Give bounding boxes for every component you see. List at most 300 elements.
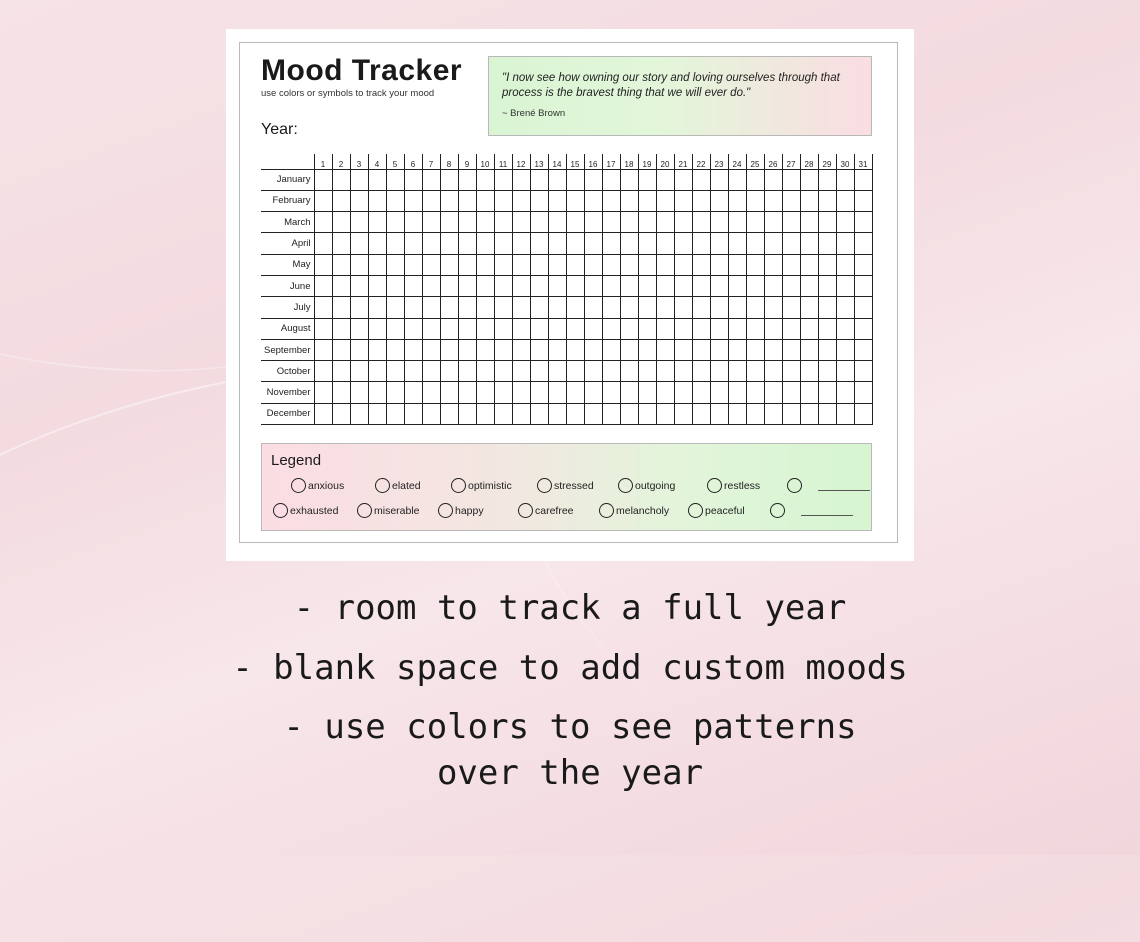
day-cell[interactable] bbox=[764, 190, 782, 211]
day-cell[interactable] bbox=[800, 403, 818, 424]
day-cell[interactable] bbox=[638, 339, 656, 360]
day-cell[interactable] bbox=[854, 169, 872, 190]
day-cell[interactable] bbox=[548, 212, 566, 233]
day-cell[interactable] bbox=[368, 169, 386, 190]
day-cell[interactable] bbox=[854, 233, 872, 254]
day-cell[interactable] bbox=[332, 361, 350, 382]
day-cell[interactable] bbox=[566, 212, 584, 233]
day-cell[interactable] bbox=[710, 318, 728, 339]
day-cell[interactable] bbox=[368, 275, 386, 296]
day-cell[interactable] bbox=[620, 212, 638, 233]
day-cell[interactable] bbox=[386, 190, 404, 211]
day-cell[interactable] bbox=[710, 382, 728, 403]
day-cell[interactable] bbox=[476, 339, 494, 360]
day-cell[interactable] bbox=[710, 190, 728, 211]
day-cell[interactable] bbox=[710, 297, 728, 318]
legend-color-circle[interactable] bbox=[787, 478, 802, 493]
day-cell[interactable] bbox=[746, 212, 764, 233]
day-cell[interactable] bbox=[818, 233, 836, 254]
day-cell[interactable] bbox=[620, 339, 638, 360]
day-cell[interactable] bbox=[782, 297, 800, 318]
day-cell[interactable] bbox=[602, 382, 620, 403]
day-cell[interactable] bbox=[710, 212, 728, 233]
day-cell[interactable] bbox=[602, 254, 620, 275]
legend-color-circle[interactable] bbox=[770, 503, 785, 518]
day-cell[interactable] bbox=[656, 275, 674, 296]
day-cell[interactable] bbox=[674, 382, 692, 403]
day-cell[interactable] bbox=[620, 318, 638, 339]
day-cell[interactable] bbox=[710, 169, 728, 190]
day-cell[interactable] bbox=[800, 275, 818, 296]
day-cell[interactable] bbox=[674, 297, 692, 318]
legend-color-circle[interactable] bbox=[451, 478, 466, 493]
day-cell[interactable] bbox=[368, 297, 386, 318]
day-cell[interactable] bbox=[638, 169, 656, 190]
day-cell[interactable] bbox=[728, 318, 746, 339]
day-cell[interactable] bbox=[692, 318, 710, 339]
day-cell[interactable] bbox=[746, 339, 764, 360]
day-cell[interactable] bbox=[566, 382, 584, 403]
day-cell[interactable] bbox=[800, 169, 818, 190]
day-cell[interactable] bbox=[458, 190, 476, 211]
day-cell[interactable] bbox=[494, 233, 512, 254]
day-cell[interactable] bbox=[458, 403, 476, 424]
legend-custom-slot[interactable] bbox=[787, 478, 870, 493]
day-cell[interactable] bbox=[602, 190, 620, 211]
day-cell[interactable] bbox=[440, 275, 458, 296]
day-cell[interactable] bbox=[422, 297, 440, 318]
day-cell[interactable] bbox=[782, 169, 800, 190]
day-cell[interactable] bbox=[674, 361, 692, 382]
day-cell[interactable] bbox=[656, 339, 674, 360]
day-cell[interactable] bbox=[512, 233, 530, 254]
legend-blank-line[interactable] bbox=[818, 489, 870, 491]
day-cell[interactable] bbox=[764, 212, 782, 233]
day-cell[interactable] bbox=[674, 212, 692, 233]
day-cell[interactable] bbox=[458, 275, 476, 296]
day-cell[interactable] bbox=[584, 212, 602, 233]
day-cell[interactable] bbox=[422, 361, 440, 382]
day-cell[interactable] bbox=[404, 233, 422, 254]
day-cell[interactable] bbox=[350, 190, 368, 211]
day-cell[interactable] bbox=[836, 297, 854, 318]
day-cell[interactable] bbox=[566, 190, 584, 211]
day-cell[interactable] bbox=[530, 339, 548, 360]
day-cell[interactable] bbox=[764, 275, 782, 296]
day-cell[interactable] bbox=[836, 361, 854, 382]
day-cell[interactable] bbox=[746, 169, 764, 190]
day-cell[interactable] bbox=[602, 169, 620, 190]
legend-custom-slot[interactable] bbox=[770, 503, 853, 518]
day-cell[interactable] bbox=[854, 254, 872, 275]
day-cell[interactable] bbox=[476, 275, 494, 296]
day-cell[interactable] bbox=[404, 318, 422, 339]
day-cell[interactable] bbox=[440, 339, 458, 360]
day-cell[interactable] bbox=[728, 254, 746, 275]
day-cell[interactable] bbox=[692, 361, 710, 382]
day-cell[interactable] bbox=[836, 233, 854, 254]
day-cell[interactable] bbox=[836, 403, 854, 424]
day-cell[interactable] bbox=[494, 339, 512, 360]
day-cell[interactable] bbox=[314, 339, 332, 360]
day-cell[interactable] bbox=[422, 339, 440, 360]
day-cell[interactable] bbox=[530, 275, 548, 296]
day-cell[interactable] bbox=[548, 254, 566, 275]
day-cell[interactable] bbox=[404, 339, 422, 360]
day-cell[interactable] bbox=[692, 382, 710, 403]
day-cell[interactable] bbox=[764, 318, 782, 339]
day-cell[interactable] bbox=[818, 275, 836, 296]
day-cell[interactable] bbox=[656, 318, 674, 339]
day-cell[interactable] bbox=[530, 233, 548, 254]
day-cell[interactable] bbox=[638, 297, 656, 318]
day-cell[interactable] bbox=[350, 254, 368, 275]
day-cell[interactable] bbox=[854, 339, 872, 360]
day-cell[interactable] bbox=[476, 254, 494, 275]
day-cell[interactable] bbox=[368, 361, 386, 382]
day-cell[interactable] bbox=[818, 318, 836, 339]
day-cell[interactable] bbox=[800, 297, 818, 318]
day-cell[interactable] bbox=[404, 403, 422, 424]
day-cell[interactable] bbox=[782, 190, 800, 211]
day-cell[interactable] bbox=[584, 382, 602, 403]
day-cell[interactable] bbox=[512, 382, 530, 403]
day-cell[interactable] bbox=[800, 254, 818, 275]
day-cell[interactable] bbox=[692, 190, 710, 211]
day-cell[interactable] bbox=[602, 297, 620, 318]
day-cell[interactable] bbox=[566, 233, 584, 254]
day-cell[interactable] bbox=[386, 169, 404, 190]
day-cell[interactable] bbox=[368, 403, 386, 424]
day-cell[interactable] bbox=[710, 361, 728, 382]
day-cell[interactable] bbox=[512, 254, 530, 275]
day-cell[interactable] bbox=[548, 233, 566, 254]
day-cell[interactable] bbox=[548, 190, 566, 211]
day-cell[interactable] bbox=[530, 254, 548, 275]
day-cell[interactable] bbox=[836, 212, 854, 233]
day-cell[interactable] bbox=[602, 212, 620, 233]
day-cell[interactable] bbox=[728, 339, 746, 360]
day-cell[interactable] bbox=[368, 212, 386, 233]
day-cell[interactable] bbox=[674, 275, 692, 296]
day-cell[interactable] bbox=[332, 318, 350, 339]
day-cell[interactable] bbox=[494, 169, 512, 190]
day-cell[interactable] bbox=[440, 190, 458, 211]
day-cell[interactable] bbox=[566, 361, 584, 382]
day-cell[interactable] bbox=[584, 275, 602, 296]
day-cell[interactable] bbox=[458, 339, 476, 360]
day-cell[interactable] bbox=[458, 254, 476, 275]
day-cell[interactable] bbox=[458, 233, 476, 254]
day-cell[interactable] bbox=[692, 212, 710, 233]
day-cell[interactable] bbox=[782, 318, 800, 339]
day-cell[interactable] bbox=[350, 233, 368, 254]
day-cell[interactable] bbox=[458, 361, 476, 382]
day-cell[interactable] bbox=[746, 297, 764, 318]
day-cell[interactable] bbox=[764, 169, 782, 190]
day-cell[interactable] bbox=[332, 275, 350, 296]
day-cell[interactable] bbox=[332, 169, 350, 190]
day-cell[interactable] bbox=[584, 233, 602, 254]
day-cell[interactable] bbox=[566, 275, 584, 296]
day-cell[interactable] bbox=[584, 318, 602, 339]
day-cell[interactable] bbox=[476, 169, 494, 190]
day-cell[interactable] bbox=[800, 190, 818, 211]
day-cell[interactable] bbox=[638, 361, 656, 382]
day-cell[interactable] bbox=[422, 212, 440, 233]
day-cell[interactable] bbox=[548, 339, 566, 360]
day-cell[interactable] bbox=[710, 254, 728, 275]
day-cell[interactable] bbox=[818, 361, 836, 382]
day-cell[interactable] bbox=[566, 339, 584, 360]
day-cell[interactable] bbox=[314, 169, 332, 190]
day-cell[interactable] bbox=[638, 233, 656, 254]
day-cell[interactable] bbox=[386, 382, 404, 403]
day-cell[interactable] bbox=[620, 403, 638, 424]
day-cell[interactable] bbox=[584, 361, 602, 382]
day-cell[interactable] bbox=[512, 318, 530, 339]
day-cell[interactable] bbox=[548, 169, 566, 190]
day-cell[interactable] bbox=[638, 212, 656, 233]
legend-color-circle[interactable] bbox=[357, 503, 372, 518]
day-cell[interactable] bbox=[782, 254, 800, 275]
day-cell[interactable] bbox=[674, 233, 692, 254]
day-cell[interactable] bbox=[512, 297, 530, 318]
day-cell[interactable] bbox=[746, 275, 764, 296]
day-cell[interactable] bbox=[728, 275, 746, 296]
legend-color-circle[interactable] bbox=[688, 503, 703, 518]
day-cell[interactable] bbox=[314, 275, 332, 296]
day-cell[interactable] bbox=[512, 190, 530, 211]
day-cell[interactable] bbox=[314, 190, 332, 211]
day-cell[interactable] bbox=[440, 403, 458, 424]
day-cell[interactable] bbox=[332, 254, 350, 275]
day-cell[interactable] bbox=[584, 339, 602, 360]
day-cell[interactable] bbox=[350, 339, 368, 360]
day-cell[interactable] bbox=[764, 361, 782, 382]
day-cell[interactable] bbox=[800, 361, 818, 382]
day-cell[interactable] bbox=[494, 190, 512, 211]
day-cell[interactable] bbox=[332, 190, 350, 211]
day-cell[interactable] bbox=[404, 361, 422, 382]
day-cell[interactable] bbox=[314, 254, 332, 275]
day-cell[interactable] bbox=[530, 190, 548, 211]
day-cell[interactable] bbox=[692, 275, 710, 296]
day-cell[interactable] bbox=[314, 361, 332, 382]
day-cell[interactable] bbox=[350, 297, 368, 318]
day-cell[interactable] bbox=[656, 169, 674, 190]
day-cell[interactable] bbox=[854, 361, 872, 382]
day-cell[interactable] bbox=[620, 361, 638, 382]
legend-color-circle[interactable] bbox=[273, 503, 288, 518]
day-cell[interactable] bbox=[476, 361, 494, 382]
day-cell[interactable] bbox=[350, 169, 368, 190]
day-cell[interactable] bbox=[350, 403, 368, 424]
day-cell[interactable] bbox=[728, 382, 746, 403]
day-cell[interactable] bbox=[656, 254, 674, 275]
day-cell[interactable] bbox=[854, 297, 872, 318]
day-cell[interactable] bbox=[656, 297, 674, 318]
day-cell[interactable] bbox=[836, 275, 854, 296]
day-cell[interactable] bbox=[620, 275, 638, 296]
day-cell[interactable] bbox=[440, 361, 458, 382]
legend-color-circle[interactable] bbox=[291, 478, 306, 493]
day-cell[interactable] bbox=[764, 297, 782, 318]
day-cell[interactable] bbox=[386, 339, 404, 360]
day-cell[interactable] bbox=[368, 318, 386, 339]
day-cell[interactable] bbox=[656, 233, 674, 254]
day-cell[interactable] bbox=[674, 190, 692, 211]
day-cell[interactable] bbox=[800, 339, 818, 360]
day-cell[interactable] bbox=[314, 212, 332, 233]
day-cell[interactable] bbox=[656, 403, 674, 424]
day-cell[interactable] bbox=[818, 254, 836, 275]
day-cell[interactable] bbox=[332, 403, 350, 424]
day-cell[interactable] bbox=[602, 275, 620, 296]
day-cell[interactable] bbox=[404, 254, 422, 275]
legend-color-circle[interactable] bbox=[518, 503, 533, 518]
day-cell[interactable] bbox=[458, 297, 476, 318]
day-cell[interactable] bbox=[494, 403, 512, 424]
day-cell[interactable] bbox=[350, 318, 368, 339]
day-cell[interactable] bbox=[800, 382, 818, 403]
day-cell[interactable] bbox=[620, 190, 638, 211]
day-cell[interactable] bbox=[404, 297, 422, 318]
day-cell[interactable] bbox=[818, 297, 836, 318]
day-cell[interactable] bbox=[368, 190, 386, 211]
day-cell[interactable] bbox=[386, 212, 404, 233]
day-cell[interactable] bbox=[386, 361, 404, 382]
day-cell[interactable] bbox=[800, 318, 818, 339]
day-cell[interactable] bbox=[404, 275, 422, 296]
day-cell[interactable] bbox=[404, 382, 422, 403]
day-cell[interactable] bbox=[728, 190, 746, 211]
day-cell[interactable] bbox=[548, 403, 566, 424]
day-cell[interactable] bbox=[476, 233, 494, 254]
day-cell[interactable] bbox=[620, 169, 638, 190]
day-cell[interactable] bbox=[422, 382, 440, 403]
day-cell[interactable] bbox=[404, 169, 422, 190]
day-cell[interactable] bbox=[332, 233, 350, 254]
day-cell[interactable] bbox=[584, 169, 602, 190]
day-cell[interactable] bbox=[386, 297, 404, 318]
day-cell[interactable] bbox=[854, 403, 872, 424]
day-cell[interactable] bbox=[566, 403, 584, 424]
day-cell[interactable] bbox=[494, 361, 512, 382]
day-cell[interactable] bbox=[494, 297, 512, 318]
day-cell[interactable] bbox=[314, 297, 332, 318]
day-cell[interactable] bbox=[692, 339, 710, 360]
day-cell[interactable] bbox=[836, 254, 854, 275]
day-cell[interactable] bbox=[800, 233, 818, 254]
day-cell[interactable] bbox=[548, 361, 566, 382]
legend-color-circle[interactable] bbox=[618, 478, 633, 493]
day-cell[interactable] bbox=[476, 190, 494, 211]
day-cell[interactable] bbox=[530, 212, 548, 233]
day-cell[interactable] bbox=[332, 297, 350, 318]
day-cell[interactable] bbox=[332, 339, 350, 360]
day-cell[interactable] bbox=[728, 212, 746, 233]
legend-color-circle[interactable] bbox=[537, 478, 552, 493]
day-cell[interactable] bbox=[710, 233, 728, 254]
day-cell[interactable] bbox=[656, 382, 674, 403]
day-cell[interactable] bbox=[368, 233, 386, 254]
day-cell[interactable] bbox=[386, 403, 404, 424]
day-cell[interactable] bbox=[548, 297, 566, 318]
day-cell[interactable] bbox=[584, 254, 602, 275]
day-cell[interactable] bbox=[836, 382, 854, 403]
day-cell[interactable] bbox=[494, 382, 512, 403]
day-cell[interactable] bbox=[746, 361, 764, 382]
day-cell[interactable] bbox=[530, 361, 548, 382]
day-cell[interactable] bbox=[854, 275, 872, 296]
day-cell[interactable] bbox=[440, 318, 458, 339]
day-cell[interactable] bbox=[674, 169, 692, 190]
day-cell[interactable] bbox=[854, 212, 872, 233]
day-cell[interactable] bbox=[368, 254, 386, 275]
day-cell[interactable] bbox=[602, 339, 620, 360]
day-cell[interactable] bbox=[692, 169, 710, 190]
day-cell[interactable] bbox=[746, 382, 764, 403]
day-cell[interactable] bbox=[422, 233, 440, 254]
day-cell[interactable] bbox=[782, 403, 800, 424]
day-cell[interactable] bbox=[548, 382, 566, 403]
day-cell[interactable] bbox=[692, 297, 710, 318]
day-cell[interactable] bbox=[440, 212, 458, 233]
day-cell[interactable] bbox=[530, 382, 548, 403]
day-cell[interactable] bbox=[800, 212, 818, 233]
day-cell[interactable] bbox=[728, 361, 746, 382]
day-cell[interactable] bbox=[782, 361, 800, 382]
day-cell[interactable] bbox=[746, 403, 764, 424]
day-cell[interactable] bbox=[854, 382, 872, 403]
day-cell[interactable] bbox=[494, 212, 512, 233]
day-cell[interactable] bbox=[836, 318, 854, 339]
day-cell[interactable] bbox=[314, 403, 332, 424]
day-cell[interactable] bbox=[602, 361, 620, 382]
day-cell[interactable] bbox=[530, 403, 548, 424]
day-cell[interactable] bbox=[602, 318, 620, 339]
day-cell[interactable] bbox=[458, 212, 476, 233]
day-cell[interactable] bbox=[764, 382, 782, 403]
day-cell[interactable] bbox=[440, 169, 458, 190]
day-cell[interactable] bbox=[476, 297, 494, 318]
day-cell[interactable] bbox=[422, 403, 440, 424]
day-cell[interactable] bbox=[854, 318, 872, 339]
day-cell[interactable] bbox=[566, 297, 584, 318]
day-cell[interactable] bbox=[386, 233, 404, 254]
day-cell[interactable] bbox=[836, 190, 854, 211]
day-cell[interactable] bbox=[422, 190, 440, 211]
day-cell[interactable] bbox=[620, 233, 638, 254]
day-cell[interactable] bbox=[422, 318, 440, 339]
day-cell[interactable] bbox=[692, 233, 710, 254]
day-cell[interactable] bbox=[746, 318, 764, 339]
day-cell[interactable] bbox=[764, 233, 782, 254]
day-cell[interactable] bbox=[656, 190, 674, 211]
day-cell[interactable] bbox=[638, 318, 656, 339]
day-cell[interactable] bbox=[584, 190, 602, 211]
day-cell[interactable] bbox=[350, 382, 368, 403]
day-cell[interactable] bbox=[386, 275, 404, 296]
day-cell[interactable] bbox=[620, 254, 638, 275]
day-cell[interactable] bbox=[458, 318, 476, 339]
day-cell[interactable] bbox=[422, 169, 440, 190]
legend-color-circle[interactable] bbox=[707, 478, 722, 493]
day-cell[interactable] bbox=[386, 318, 404, 339]
day-cell[interactable] bbox=[530, 318, 548, 339]
day-cell[interactable] bbox=[458, 169, 476, 190]
